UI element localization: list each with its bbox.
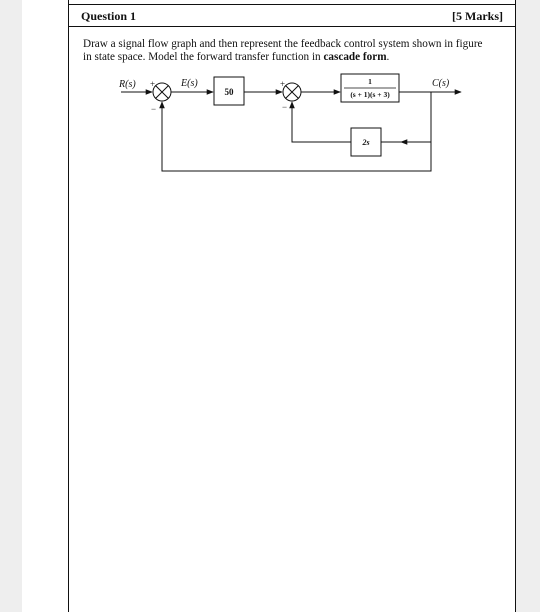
inner-feedback-line	[401, 92, 431, 142]
plant-denominator: (s + 1)(s + 3)	[350, 90, 390, 99]
summing-junction-2	[283, 83, 301, 101]
summing-junction-1	[153, 83, 171, 101]
question-marks: [5 Marks]	[452, 9, 503, 23]
plant-numerator: 1	[368, 77, 372, 86]
feedback-block-value: 2s	[362, 138, 370, 147]
summing-junction-1-plus: +	[150, 79, 156, 89]
summing-junction-2-plus: +	[280, 79, 286, 89]
question-text-line2-prefix: in state space. Model the forward transfer function in	[83, 51, 324, 63]
question-frame	[68, 0, 516, 612]
input-label: R(s)	[119, 79, 136, 90]
error-label: E(s)	[181, 78, 198, 89]
question-text-line1: Draw a signal flow graph and then represent the feedback control system shown in figure	[83, 38, 483, 50]
outer-feedback-line	[162, 102, 431, 171]
block-diagram	[69, 0, 517, 200]
question-text-bold: cascade form	[323, 51, 387, 63]
inner-feedback-return-line	[292, 102, 351, 142]
output-label: C(s)	[432, 78, 450, 89]
summing-junction-2-minus: −	[282, 102, 288, 112]
question-title: Question 1	[81, 9, 137, 23]
summing-junction-1-minus: −	[151, 104, 157, 114]
gain-block-value: 50	[224, 87, 234, 97]
question-text-line2-suffix: .	[386, 51, 390, 63]
document-page	[22, 0, 516, 612]
